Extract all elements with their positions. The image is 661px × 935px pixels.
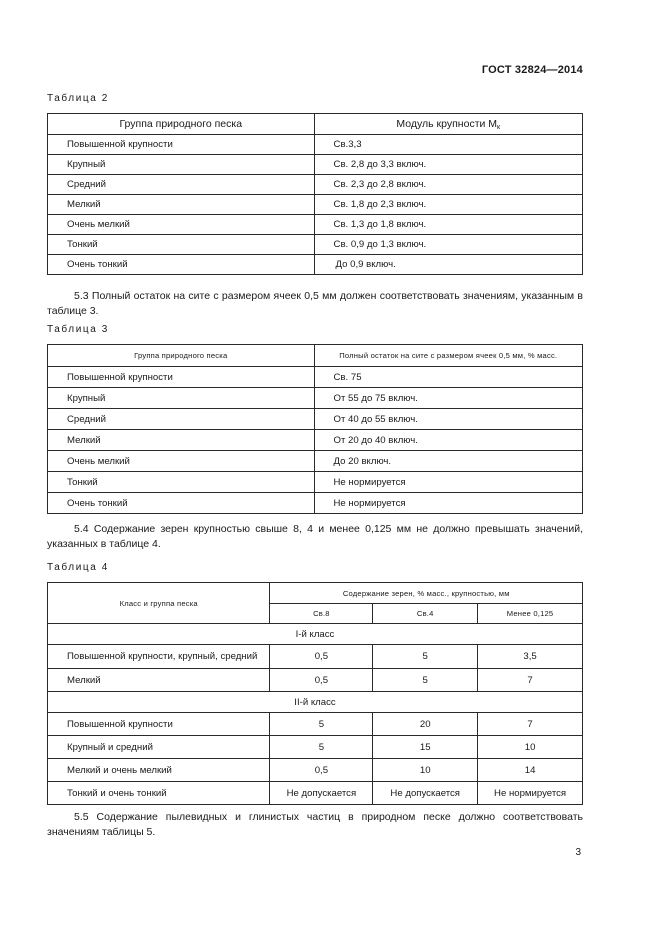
table4-cell: Не нормируется: [478, 782, 583, 805]
table4-cell: 0,5: [270, 759, 373, 782]
table-row: [48, 367, 583, 388]
table-row: [48, 155, 583, 175]
table-row: [48, 195, 583, 215]
table4-cell: Тонкий и очень тонкий: [48, 782, 270, 805]
table-row: [48, 235, 583, 255]
table4-cell: 5: [373, 669, 478, 692]
table2-cell: Мелкий: [48, 195, 315, 215]
table4-cell: 14: [478, 759, 583, 782]
table3-cell: От 55 до 75 включ.: [314, 388, 583, 409]
table2-cell: Св. 1,3 до 1,8 включ.: [314, 215, 582, 235]
table2-cell: Св. 2,3 до 2,8 включ.: [314, 175, 582, 195]
table-row: [48, 135, 583, 155]
table4-cell: Повышенной крупности: [48, 713, 270, 736]
table-row: [48, 472, 583, 493]
table3-cell: Не нормируется: [314, 472, 583, 493]
table3-caption: Таблица 3: [47, 324, 109, 335]
table3-header-row: [48, 345, 583, 367]
table-row: [48, 175, 583, 195]
table2-header-row: [48, 114, 583, 135]
table-row: [48, 736, 583, 759]
table3-cell: Не нормируется: [314, 493, 583, 514]
table2-col2-subscript: к: [497, 123, 501, 131]
table2-cell: Св. 1,8 до 2,3 включ.: [314, 195, 582, 215]
table-row: [48, 409, 583, 430]
table-row: [48, 782, 583, 805]
table2-col2-header: [314, 114, 582, 135]
table2-cell: Тонкий: [48, 235, 315, 255]
table-row: [48, 669, 583, 692]
table4-cell: 15: [373, 736, 478, 759]
table4-cell: 20: [373, 713, 478, 736]
table4-subheader: Св.8: [270, 604, 373, 624]
table4-cell: Мелкий и очень мелкий: [48, 759, 270, 782]
table4-cell: 7: [478, 669, 583, 692]
table3: [47, 344, 583, 514]
table3-cell: Очень тонкий: [48, 493, 315, 514]
table2-cell: До 0,9 включ.: [314, 255, 582, 275]
table4-cell: 5: [270, 713, 373, 736]
table4-cell: Мелкий: [48, 669, 270, 692]
paragraph-5-4: [47, 522, 583, 552]
table4-class-row: [48, 624, 583, 645]
table3-cell: От 20 до 40 включ.: [314, 430, 583, 451]
paragraph-5-4-text: 5.4 Содержание зерен крупностью свыше 8, 4 и менее 0,125 мм не должно превышать значений, указанных в таблице 4.: [47, 523, 583, 550]
table2-cell: Крупный: [48, 155, 315, 175]
table4-cell: 0,5: [270, 645, 373, 669]
table-row: [48, 713, 583, 736]
table4-class2-label: II-й класс: [48, 692, 583, 713]
table4-cell: 10: [478, 736, 583, 759]
paragraph-5-3-text: 5.3 Полный остаток на сите с размером ячеек 0,5 мм должен соответствовать значениям, указанным в таблице 3.: [47, 290, 583, 317]
table3-cell: До 20 включ.: [314, 451, 583, 472]
table2-cell: Очень тонкий: [48, 255, 315, 275]
table2-cell: Св. 0,9 до 1,3 включ.: [314, 235, 582, 255]
table3-cell: Мелкий: [48, 430, 315, 451]
table4-header-row: [48, 583, 583, 604]
table2: [47, 113, 583, 275]
table2-col1-header: Группа природного песка: [48, 114, 315, 135]
page-number: 3: [575, 847, 581, 858]
table-row: [48, 759, 583, 782]
table4-cell: Повышенной крупности, крупный, средний: [48, 645, 270, 669]
table4-cell: Крупный и средний: [48, 736, 270, 759]
table3-cell: Крупный: [48, 388, 315, 409]
table4-caption: Таблица 4: [47, 562, 109, 573]
table-row: [48, 255, 583, 275]
table-row: [48, 451, 583, 472]
table4-class1-label: I-й класс: [48, 624, 583, 645]
table4-group-header: Содержание зерен, % масс., крупностью, мм: [270, 583, 583, 604]
table4-cell: 10: [373, 759, 478, 782]
table2-cell: Очень мелкий: [48, 215, 315, 235]
table-row: [48, 215, 583, 235]
table3-cell: Тонкий: [48, 472, 315, 493]
table4-cell: 5: [373, 645, 478, 669]
table4-cell: 0,5: [270, 669, 373, 692]
paragraph-5-5: [47, 810, 583, 840]
table3-cell: Св. 75: [314, 367, 583, 388]
table3-cell: Повышенной крупности: [48, 367, 315, 388]
table3-cell: Средний: [48, 409, 315, 430]
table2-caption: Таблица 2: [47, 93, 109, 104]
table2-cell: Св. 2,8 до 3,3 включ.: [314, 155, 582, 175]
table4-cell: 3,5: [478, 645, 583, 669]
table4: [47, 582, 583, 805]
table3-cell: Очень мелкий: [48, 451, 315, 472]
table4-cell: 5: [270, 736, 373, 759]
table4-cell: Не допускается: [270, 782, 373, 805]
table-row: [48, 388, 583, 409]
table2-cell: Средний: [48, 175, 315, 195]
table4-class-row: [48, 692, 583, 713]
table-row: [48, 493, 583, 514]
table4-cell: 7: [478, 713, 583, 736]
table4-col1-header: Класс и группа песка: [48, 583, 270, 624]
table3-col1-header: Группа природного песка: [48, 345, 315, 367]
table4-subheader: Менее 0,125: [478, 604, 583, 624]
table3-col2-header: Полный остаток на сите с размером ячеек 0,5 мм, % масс.: [314, 345, 583, 367]
table4-cell: Не допускается: [373, 782, 478, 805]
table-row: [48, 645, 583, 669]
paragraph-5-3: [47, 289, 583, 319]
table3-cell: От 40 до 55 включ.: [314, 409, 583, 430]
paragraph-5-5-text: 5.5 Содержание пылевидных и глинистых частиц в природном песке должно соответствовать значениям таблицы 5.: [47, 811, 583, 838]
document-id: ГОСТ 32824—2014: [481, 64, 583, 76]
table2-cell: Св.3,3: [314, 135, 582, 155]
table2-cell: Повышенной крупности: [48, 135, 315, 155]
table2-col2-label: Модуль крупности М: [396, 117, 498, 130]
table-row: [48, 430, 583, 451]
table4-subheader: Св.4: [373, 604, 478, 624]
